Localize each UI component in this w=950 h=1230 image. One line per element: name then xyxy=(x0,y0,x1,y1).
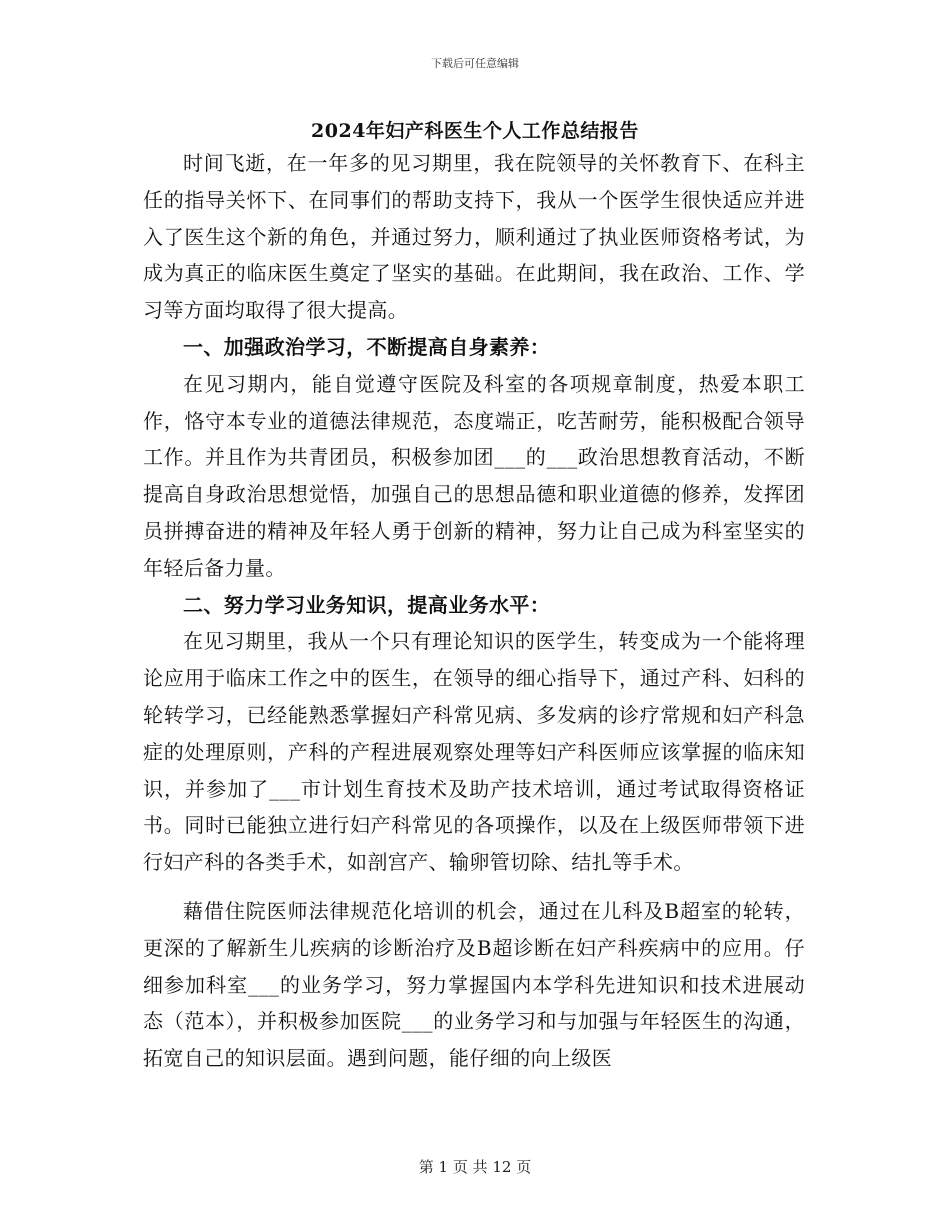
header-note: 下载后可任意编辑 xyxy=(431,57,519,70)
section-2-paragraph-2: 藉借住院医师法律规范化培训的机会，通过在儿科及B超室的轮转，更深的了解新生儿疾病的诊断治疗及B超诊断在妇产科疾病中的应用。仔细参加科室___的业务学习，努力掌握国内本学科先进知识和技术进展动态（范本），并积极参加医院___的业务学习和与加强与年轻医生的沟通，拓宽自己的知识层面。遇到问题，能仔细的向上级医 xyxy=(143,898,805,1071)
intro-paragraph: 时间飞逝，在一年多的见习期里，我在院领导的关怀教育下、在科主任的指导关怀下、在同事们的帮助支持下，我从一个医学生很快适应并进入了医生这个新的角色，并通过努力，顺利通过了执业医师资格考试，为成为真正的临床医生奠定了坚实的基础。在此期间，我在政治、工作、学习等方面均取得了很大提高。 xyxy=(143,151,805,323)
document-title: 2024年妇产科医生个人工作总结报告 xyxy=(311,120,639,142)
section-2-heading: 二、努力学习业务知识，提高业务水平： xyxy=(183,592,551,617)
section-1-paragraph: 在见习期内，能自觉遵守医院及科室的各项规章制度，热爱本职工作，恪守本专业的道德法律规范，态度端正，吃苦耐劳，能积极配合领导工作。并且作为共青团员，积极参加团___的___政治思想教育活动，不断提高自身政治思想觉悟，加强自己的思想品德和职业道德的修养，发挥团员拼搏奋进的精神及年轻人勇于创新的精神，努力让自己成为科室坚实的年轻后备力量。 xyxy=(143,371,805,580)
section-2-paragraph-1: 在见习期里，我从一个只有理论知识的医学生，转变成为一个能将理论应用于临床工作之中的医生，在领导的细心指导下，通过产科、妇科的轮转学习，已经能熟悉掌握妇产科常见病、多发病的诊疗常规和妇产科急症的处理原则，产科的产程进展观察处理等妇产科医师应该掌握的临床知识，并参加了___市计划生育技术及助产技术培训，通过考试取得资格证书。同时已能独立进行妇产科常见的各项操作，以及在上级医师带领下进行妇产科的各类手术，如剖宫产、输卵管切除、结扎等手术。 xyxy=(143,629,805,875)
document-body xyxy=(143,145,805,1077)
section-1-heading: 一、加强政治学习，不断提高自身素养： xyxy=(183,334,551,359)
page-number: 第 1 页 共 12 页 xyxy=(418,1158,532,1176)
